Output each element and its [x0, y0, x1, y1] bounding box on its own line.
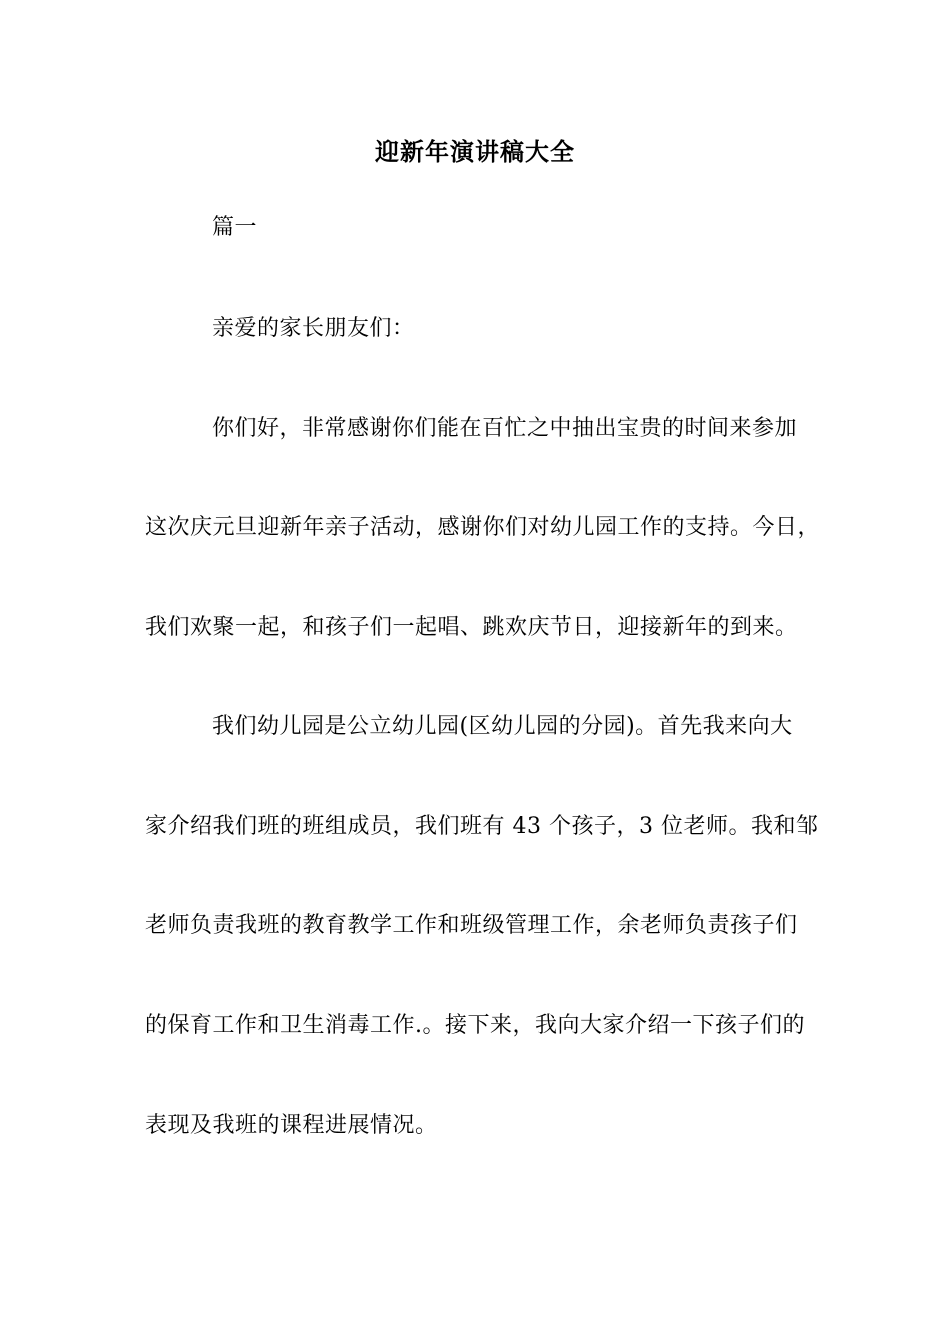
paragraph-line: 你们好，非常感谢你们能在百忙之中抽出宝贵的时间来参加 [212, 416, 798, 441]
section-heading: 篇一 [212, 215, 258, 240]
paragraph-line: 家介绍我们班的班组成员，我们班有 43 个孩子，3 位老师。我和邹 [145, 814, 819, 839]
paragraph-line: 我们幼儿园是公立幼儿园(区幼儿园的分园)。首先我来向大 [212, 714, 793, 739]
document-title: 迎新年演讲稿大全 [375, 137, 575, 166]
paragraph-line: 的保育工作和卫生消毒工作.。接下来，我向大家介绍一下孩子们的 [145, 1013, 805, 1038]
paragraph-line: 我们欢聚一起，和孩子们一起唱、跳欢庆节日，迎接新年的到来。 [145, 615, 798, 640]
paragraph-line: 老师负责我班的教育教学工作和班级管理工作，余老师负责孩子们 [145, 913, 798, 938]
paragraph-line: 表现及我班的课程进展情况。 [145, 1113, 438, 1138]
salutation: 亲爱的家长朋友们： [212, 316, 415, 341]
paragraph-line: 这次庆元旦迎新年亲子活动，感谢你们对幼儿园工作的支持。今日， [145, 515, 821, 540]
